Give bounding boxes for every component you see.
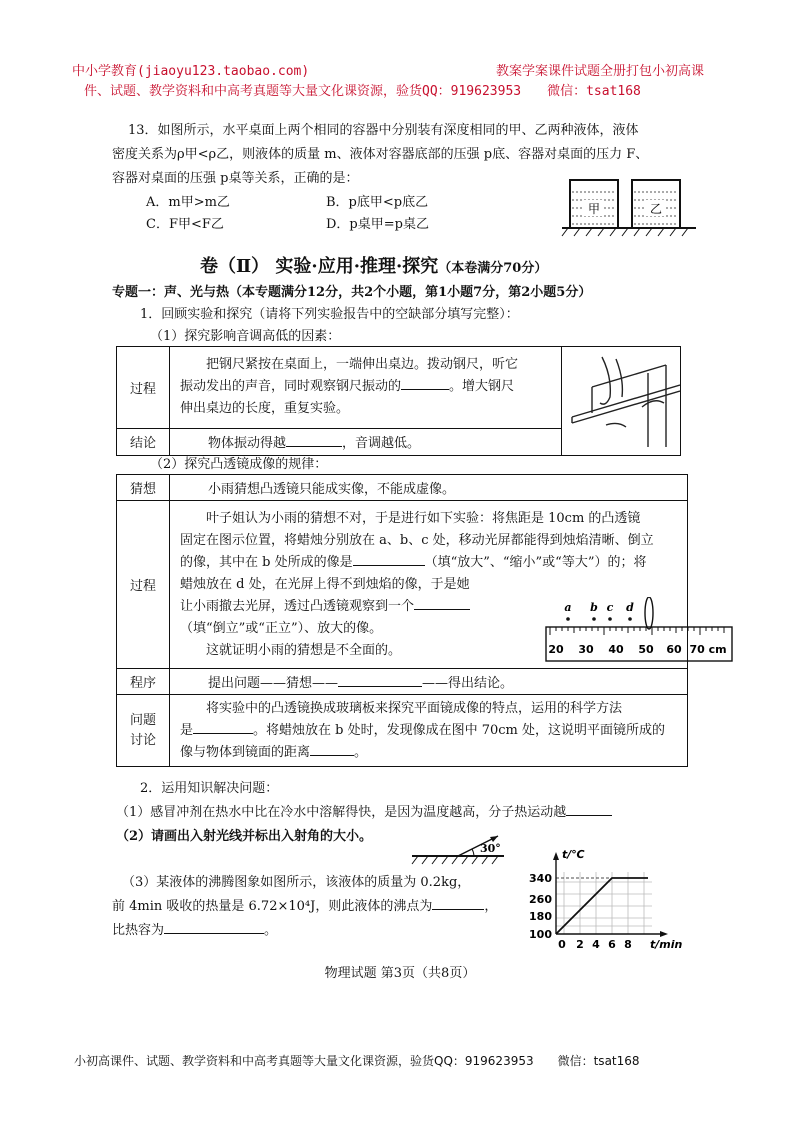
lens-blank-4[interactable]: [193, 733, 253, 734]
boiling-graph: [522, 846, 700, 950]
boiling-point-blank[interactable]: [432, 909, 484, 910]
graph-x-6: 6: [608, 938, 616, 950]
graph-x-8: 8: [624, 938, 632, 950]
ruler-tick-50: 50: [638, 643, 654, 656]
pitch-blank-2[interactable]: [286, 446, 342, 447]
bottom-ad: 小初高课件、试题、教学资料和中高考真题等大量文化课资源，验货QQ：919623953 微信：tsat168: [74, 1054, 640, 1068]
graph-y-100: 100: [529, 928, 552, 941]
q2-3-line2: 前 4min 吸收的热量是 6.72×10⁴J，则此液体的沸点为 ，: [112, 899, 498, 914]
graph-x-label: t/min: [650, 938, 683, 950]
q2-2: （2）请画出入射光线并标出入射角的大小。: [116, 829, 373, 844]
topic-heading: 专题一：声、光与热（本专题满分12分，共2个小题，第1小题7分，第2小题5分）: [112, 285, 592, 300]
specific-heat-blank[interactable]: [164, 933, 264, 934]
q13-line3: 容器对桌面的压强 p桌等关系，正确的是：: [112, 171, 359, 186]
lens-blank-5[interactable]: [310, 755, 354, 756]
pitch-process-text: 把钢尺紧按在桌面上，一端伸出桌边。拨动钢尺，听它 振动发出的声音，同时观察钢尺振动的 。增大钢尺 伸出桌边的长度，重复实验。: [170, 347, 562, 429]
lens-program-label: 程序: [117, 669, 170, 695]
ruler-tick-60: 60: [666, 643, 682, 656]
part2-title: （2）探究凸透镜成像的规律：: [150, 457, 328, 472]
pitch-conclusion-label: 结论: [117, 428, 170, 455]
header-ad-line2: 件、试题、教学资料和中高考真题等大量文化课资源，验货QQ：919623953 微信：tsat168: [84, 84, 641, 99]
lens-process-label: 过程: [117, 501, 170, 669]
ruler-point-c: c: [606, 601, 614, 614]
q1-intro: 1．回顾实验和探究（请将下列实验报告中的空缺部分填写完整）：: [140, 307, 519, 322]
angle-label: 30°: [480, 842, 501, 855]
ruler-image-cell: [562, 347, 681, 456]
graph-x-0: 0: [558, 938, 566, 950]
convex-lens: [645, 597, 653, 629]
pitch-experiment-table: [116, 346, 681, 456]
q13-line1: 13．如图所示，水平桌面上两个相同的容器中分别装有深度相同的甲、乙两种液体，液体: [128, 123, 639, 138]
container-label-yi: 乙: [649, 202, 663, 216]
ruler-tick-40: 40: [608, 643, 624, 656]
reflection-figure: [408, 832, 508, 868]
graph-y-label: t/℃: [562, 848, 585, 861]
optical-bench-figure: [542, 597, 736, 667]
lens-blank-2[interactable]: [414, 609, 470, 610]
ruler-point-b: b: [590, 601, 598, 614]
lens-discussion-label: 问题 讨论: [117, 695, 170, 767]
q13-line2: 密度关系为ρ甲<ρ乙，则液体的质量 m、液体对容器底部的压强 p底、容器对桌面的压力 F、: [112, 147, 649, 162]
part1-title: （1）探究影响音调高低的因素：: [150, 329, 341, 344]
lens-discussion-text: 将实验中的凸透镜换成玻璃板来探究平面镜成像的特点，运用的科学方法 是 。将蜡烛放在 b 处时，发现像成在图中 70cm 处，这说明平面镜所成的 像与物体到镜面的距离 。: [170, 695, 688, 767]
ruler-point-d: d: [626, 601, 634, 614]
q2-3-line3: 比热容为 。: [112, 923, 278, 938]
graph-y-260: 260: [529, 893, 552, 906]
steel-ruler-figure: [562, 347, 680, 451]
q13-option-b: B．p底甲<p底乙: [326, 195, 429, 210]
q13-option-d: D．p桌甲=p桌乙: [326, 217, 429, 232]
q13-option-c: C．F甲<F乙: [146, 217, 224, 232]
lens-blank-3[interactable]: [338, 686, 422, 687]
graph-y-180: 180: [529, 910, 552, 923]
q2-3-line1: （3）某液体的沸腾图象如图所示，该液体的质量为 0.2kg，: [122, 875, 471, 890]
lens-guess-label: 猜想: [117, 475, 170, 501]
graph-x-2: 2: [576, 938, 584, 950]
graph-y-340: 340: [529, 872, 552, 885]
lens-blank-1[interactable]: [353, 565, 425, 566]
graph-x-4: 4: [592, 938, 600, 950]
lens-program-text: 提出问题——猜想—— ——得出结论。: [170, 669, 688, 695]
ruler-tick-70: 70 cm: [689, 643, 727, 656]
q2-intro: 2．运用知识解决问题：: [140, 781, 279, 796]
q2-1: （1）感冒冲剂在热水中比在冷水中溶解得快，是因为温度越高，分子热运动越: [116, 802, 612, 824]
lens-process-text: 叶子姐认为小雨的猜想不对，于是进行如下实验：将焦距是 10cm 的凸透镜 固定在图示位置，将蜡烛分别放在 a、b、c 处，移动光屏都能得到烛焰清晰、倒立 的像，其中在 b 处所成的像是 （填“放大”、“缩小”或“等大”）的；将 蜡烛放在 d 处，在光屏上得不到烛焰的像，于是她 让小雨撤去光屏，透过凸透镜观察到一个 （填“倒立”或“正立”）、放大的像。 这就证明小雨的猜想是不全面的。 a b c d 20 30 40 50 60 70 cm: [170, 501, 688, 669]
header-ad-right: 教案学案课件试题全册打包小初高课: [496, 64, 705, 79]
container-label-jia: 甲: [587, 202, 601, 216]
section-title: 卷（Ⅱ） 实验·应用·推理·探究（本卷满分70分）: [200, 256, 548, 277]
ruler-tick-20: 20: [548, 643, 564, 656]
ruler-point-a: a: [564, 601, 572, 614]
containers-figure: [560, 170, 700, 242]
q13-option-a: A．m甲>m乙: [146, 195, 230, 210]
pitch-blank-1[interactable]: [401, 389, 449, 390]
lens-guess-text: 小雨猜想凸透镜只能成实像，不能成虚像。: [170, 475, 688, 501]
page-number-footer: 物理试题 第3页（共8页）: [324, 966, 476, 981]
q2-1-blank[interactable]: [566, 815, 612, 816]
pitch-process-label: 过程: [117, 347, 170, 429]
ruler-tick-30: 30: [578, 643, 594, 656]
lens-experiment-table: [116, 474, 727, 767]
header-ad-left: 中小学教育(jiaoyu123.taobao.com): [72, 64, 310, 79]
pitch-conclusion-text: 物体振动得越 ，音调越低。: [170, 428, 562, 455]
